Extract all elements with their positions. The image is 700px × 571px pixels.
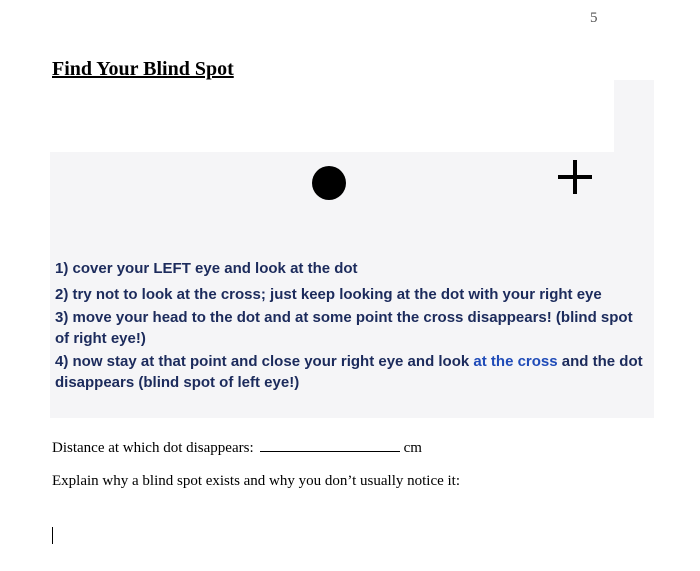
instructions-list (55, 258, 645, 395)
page-number: 5 (590, 10, 598, 26)
distance-label: Distance at which dot disappears: (52, 440, 254, 456)
instruction-step-3: 3) move your head to the dot and at some point the cross disappears! (blind spot of right eye!) (55, 309, 633, 347)
instruction-step-4-part-3: and the dot disappears (blind spot of left eye!) (55, 353, 643, 391)
instruction-step-1: 1) cover your LEFT eye and look at the dot (55, 260, 358, 277)
instruction-step-2: 2) try not to look at the cross; just keep looking at the dot with your right eye (55, 286, 602, 303)
dot-icon (312, 166, 346, 200)
instruction-step-4-part-1: 4) now stay at that point and close your right eye and look (55, 353, 470, 370)
distance-answer-blank[interactable] (260, 437, 400, 452)
explain-question: Explain why a blind spot exists and why you don’t usually notice it: (52, 473, 461, 489)
distance-unit: cm (403, 440, 422, 456)
instruction-step-4 (55, 351, 645, 393)
blind-spot-figure (50, 80, 654, 418)
figure-top-area (50, 80, 614, 152)
cross-icon (558, 160, 592, 194)
page-title: Find Your Blind Spot (52, 58, 234, 80)
distance-question (52, 437, 422, 457)
text-cursor[interactable] (52, 527, 53, 544)
instruction-step-4-highlight: at the cross (473, 353, 558, 370)
